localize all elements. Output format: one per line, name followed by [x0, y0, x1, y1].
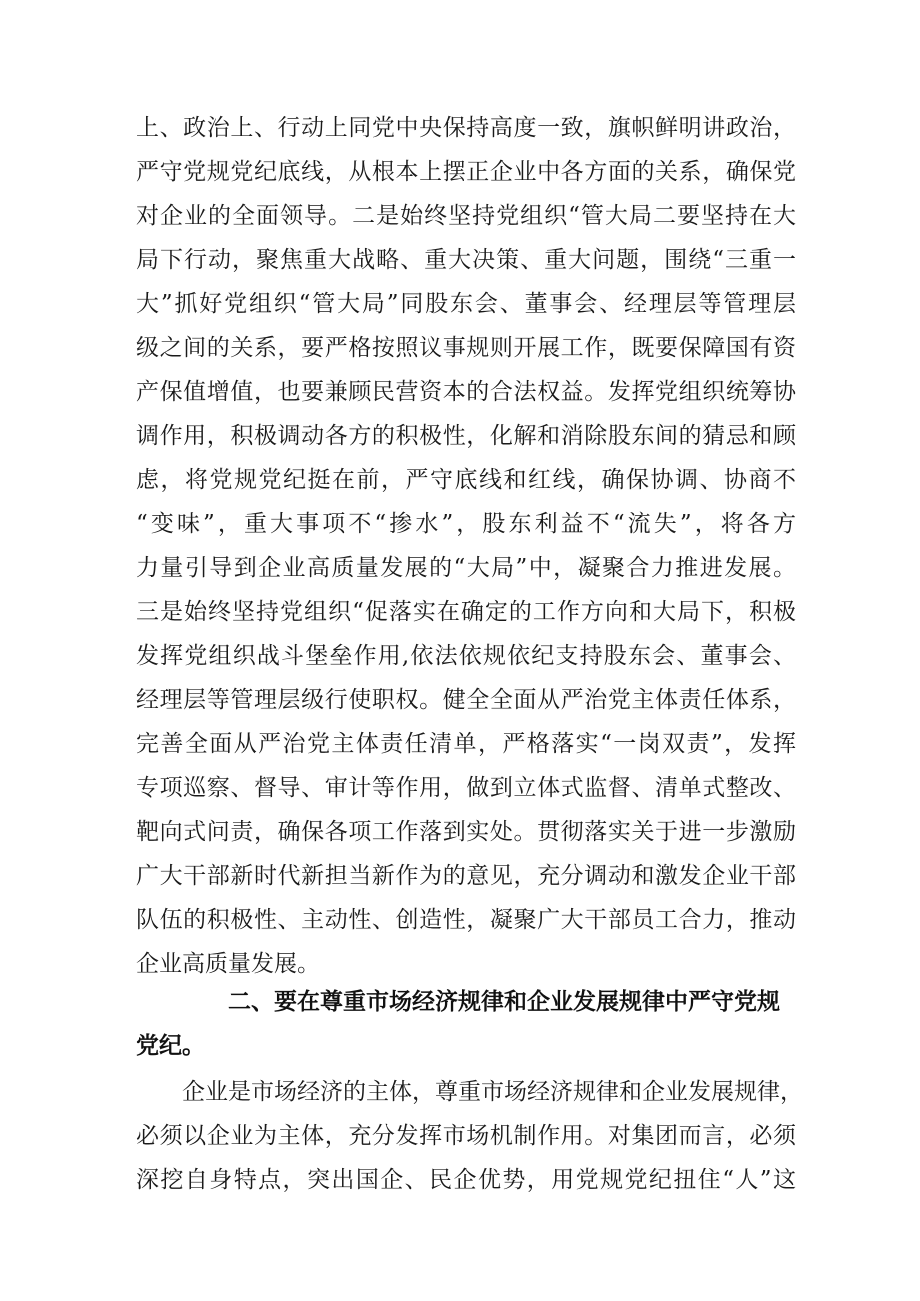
paragraph-line: 大”抓好党组织“管大局”同股东会、董事会、经理层等管理层: [136, 291, 796, 317]
paragraph-line: “变味”，重大事项不“掺水”，股东利益不“流失”，将各方: [136, 511, 796, 537]
paragraph-line: 对企业的全面领导。二是始终坚持党组织“管大局二要坚持在大: [136, 203, 796, 229]
section-heading: 二、要在尊重市场经济规律和企业发展规律中严守党规: [228, 989, 780, 1015]
paragraph-line: 发挥党组织战斗堡垒作用,依法依规依纪支持股东会、董事会、: [136, 643, 796, 669]
paragraph-line: 严守党规党纪底线，从根本上摆正企业中各方面的关系，确保党: [136, 159, 796, 185]
paragraph-line: 级之间的关系，要严格按照议事规则开展工作，既要保障国有资: [136, 335, 796, 361]
paragraph-line: 广大干部新时代新担当新作为的意见，充分调动和激发企业干部: [136, 863, 796, 889]
paragraph-line: 产保值增值，也要兼顾民营资本的合法权益。发挥党组织统筹协: [136, 379, 796, 405]
paragraph-line: 完善全面从严治党主体责任清单，严格落实“一岗双责”，发挥: [136, 731, 796, 757]
paragraph-line: 三是始终坚持党组织“促落实在确定的工作方向和大局下，积极: [136, 599, 796, 625]
paragraph-line: 力量引导到企业高质量发展的“大局”中，凝聚合力推进发展。: [136, 555, 796, 581]
paragraph-line: 专项巡察、督导、审计等作用，做到立体式监督、清单式整改、: [136, 775, 796, 801]
paragraph-line: 企业是市场经济的主体，尊重市场经济规律和企业发展规律，: [182, 1079, 803, 1105]
paragraph-line: 上、政治上、行动上同党中央保持高度一致，旗帜鲜明讲政治，: [136, 115, 796, 141]
section-heading-continuation: 党纪。: [136, 1033, 205, 1059]
paragraph-line: 经理层等管理层级行使职权。健全全面从严治党主体责任体系，: [136, 687, 796, 713]
paragraph-line: 队伍的积极性、主动性、创造性，凝聚广大干部员工合力，推动: [136, 907, 796, 933]
paragraph-line: 局下行动，聚焦重大战略、重大决策、重大问题，围绕“三重一: [136, 247, 796, 273]
paragraph-line: 必须以企业为主体，充分发挥市场机制作用。对集团而言，必须: [136, 1123, 796, 1149]
paragraph-line: 调作用，积极调动各方的积极性，化解和消除股东间的猜忌和顾: [136, 423, 796, 449]
paragraph-line: 虑，将党规党纪挺在前，严守底线和红线，确保协调、协商不: [136, 467, 796, 493]
paragraph-line: 靶向式问责，确保各项工作落到实处。贯彻落实关于进一步激励: [136, 819, 796, 845]
paragraph-line: 深挖自身特点，突出国企、民企优势，用党规党纪扭住“人”这: [136, 1167, 796, 1193]
paragraph-line: 企业高质量发展。: [136, 951, 320, 977]
